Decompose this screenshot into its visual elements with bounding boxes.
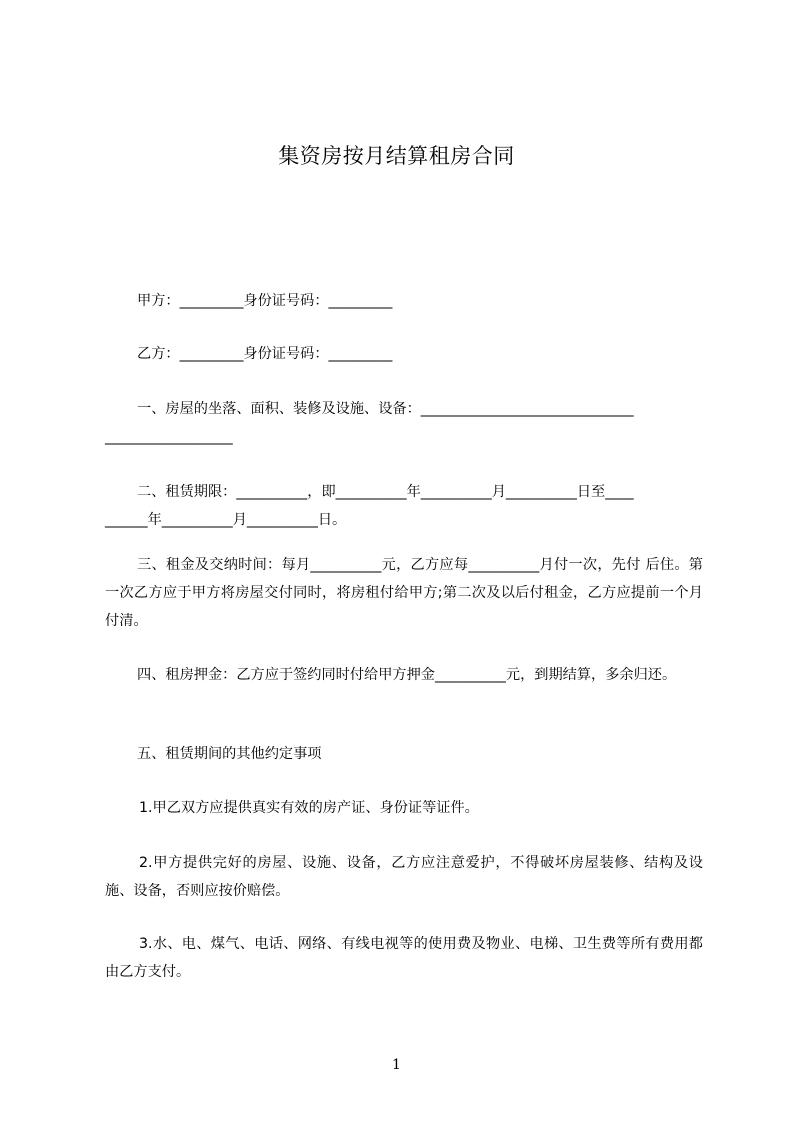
clause-2 — [105, 478, 703, 534]
clause-5-item-2: 2.甲方提供完好的房屋、设施、设备，乙方应注意爱护，不得破坏房屋装修、结构及设施、设备，否则应按价赔偿。 — [105, 855, 703, 899]
party-b-line — [105, 340, 703, 368]
clause-3: 三、租金及交纳时间：每月__________元，乙方应每__________月付一次，先付 后住。第一次乙方应于甲方将房屋交付同时，将房租付给甲方;第二次及以后付租金，乙方应提前一个月付清。 — [105, 557, 703, 629]
party-a-text: 甲方：_________身份证号码：_________ — [137, 293, 393, 309]
clause-1-line-1: 一、房屋的坐落、面积、装修及设施、设备：______________________________ — [137, 401, 634, 417]
clause-5-item-1: 1.甲乙双方应提供真实有效的房产证、身份证等证件。 — [139, 800, 479, 816]
clause-4: 四、租房押金：乙方应于签约同时付给甲方押金__________元，到期结算，多余归还。 — [137, 667, 677, 683]
party-a-line — [105, 287, 703, 315]
clause-1 — [105, 395, 703, 451]
party-b-text: 乙方：_________身份证号码：_________ — [137, 346, 393, 362]
clause-5-item-3: 3.水、电、煤气、电话、网络、有线电视等的使用费及物业、电梯、卫生费等所有费用都由乙方支付。 — [105, 936, 703, 980]
clause-2-line-1: 二、租赁期限：__________，即__________年__________月__________日至____ — [137, 484, 634, 500]
page-number: 1 — [392, 1057, 401, 1073]
clause-5-heading: 五、租赁期间的其他约定事项 — [137, 746, 322, 762]
clause-2-line-2: ______年__________月__________日。 — [105, 512, 347, 528]
document-title: 集资房按月结算租房合同 — [278, 144, 515, 168]
clause-1-line-2: __________________ — [105, 429, 233, 445]
